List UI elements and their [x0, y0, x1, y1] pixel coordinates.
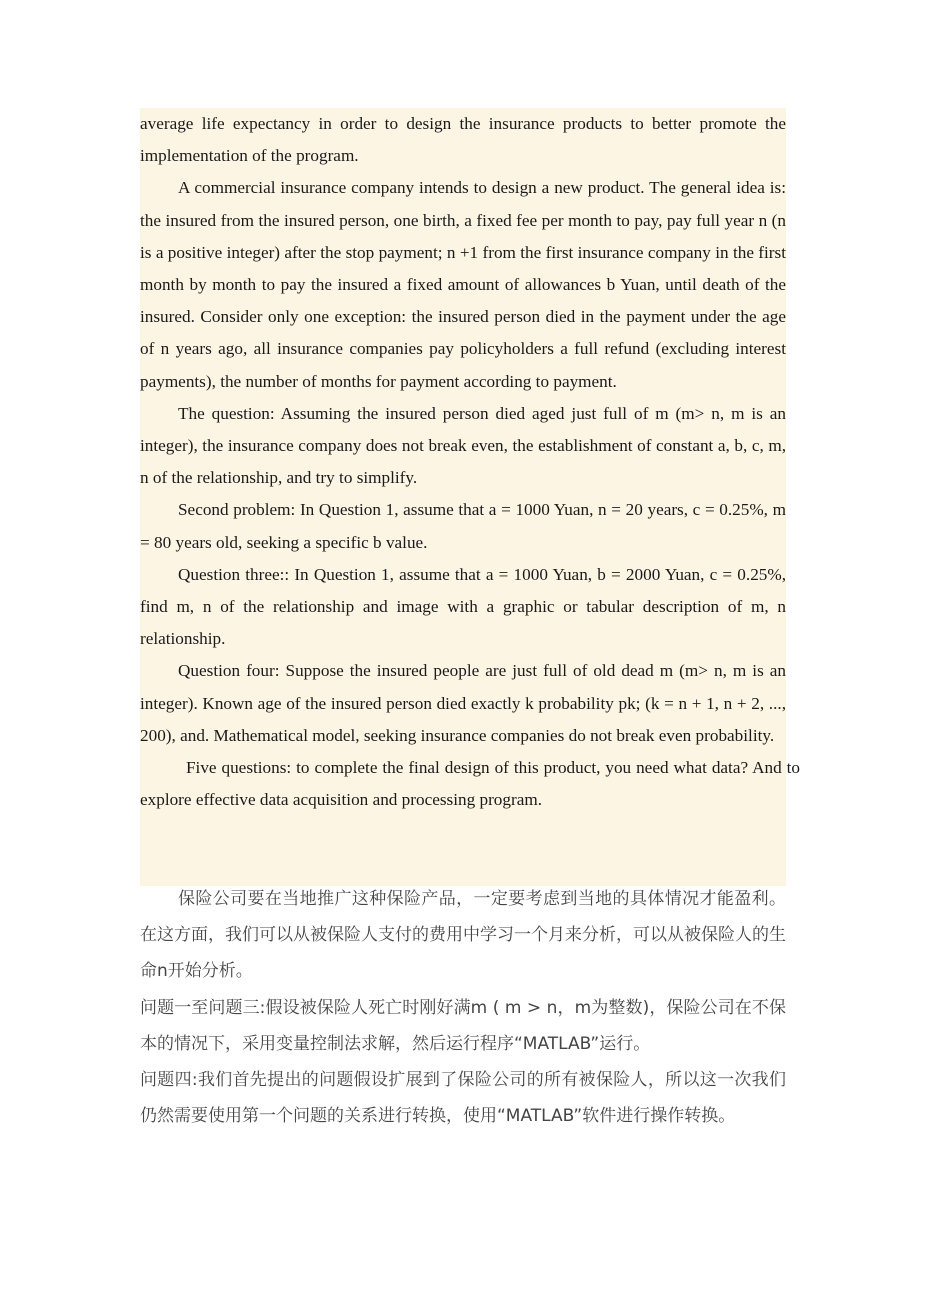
- english-paragraph-question-three: Question three:: In Question 1, assume that a = 1000 Yuan, b = 2000 Yuan, c = 0.25%, find m, n of the relationship and image with a graphic or tabular description of m, n relationship.: [140, 564, 786, 649]
- chinese-paragraph-question-four: 问题四:我们首先提出的问题假设扩展到了保险公司的所有被保险人，所以这一次我们仍然需要使用第一个问题的关系进行转换，使用“MATLAB”软件进行操作转换。: [140, 1070, 786, 1127]
- english-paragraph-continuation: average life expectancy in order to design the insurance products to better promote the implementation of the program.: [140, 114, 786, 166]
- chinese-paragraph-questions-one-to-three: 问题一至问题三:假设被保险人死亡时刚好满m ( m > n，m为整数)，保险公司在不保本的情况下，采用变量控制法求解，然后运行程序“MATLAB”运行。: [140, 997, 786, 1054]
- english-paragraph-question-one: The question: Assuming the insured person died aged just full of m (m> n, m is an integer), the insurance company does not break even, the establishment of constant a, b, c, m, n of the relationship, and try to simplify.: [140, 403, 786, 488]
- chinese-paragraph-intro: 保险公司要在当地推广这种保险产品，一定要考虑到当地的具体情况才能盈利。在这方面，我们可以从被保险人支付的费用中学习一个月来分析，可以从被保险人的生命n开始分析。: [140, 889, 786, 982]
- english-section: [140, 108, 800, 816]
- english-paragraph-product-idea: A commercial insurance company intends to design a new product. The general idea is: the insured from the insured person, one birth, a fixed fee per month to pay, pay full year n (n is a positive integer) after the stop payment; n +1 from the first insurance company in the first month by month to pay the insured a fixed amount of allowances b Yuan, until death of the insured. Consider only one exception: the insured person died in the payment under the age of n years ago, all insurance companies pay policyholders a full refund (excluding interest payments), the number of months for payment according to payment.: [140, 178, 786, 391]
- english-paragraph-question-five: Five questions: to complete the final design of this product, you need what data? And to explore effective data acquisition and processing program.: [140, 758, 800, 810]
- english-paragraph-question-two: Second problem: In Question 1, assume that a = 1000 Yuan, n = 20 years, c = 0.25%, m = 80 years old, seeking a specific b value.: [140, 500, 786, 552]
- chinese-section: [140, 881, 786, 1134]
- english-paragraph-question-four: Question four: Suppose the insured people are just full of old dead m (m> n, m is an integer). Known age of the insured person died exactly k probability pk; (k = n + 1, n + 2, ..., 200), and. Mathematical model, seeking insurance companies do not break even probability.: [140, 661, 786, 745]
